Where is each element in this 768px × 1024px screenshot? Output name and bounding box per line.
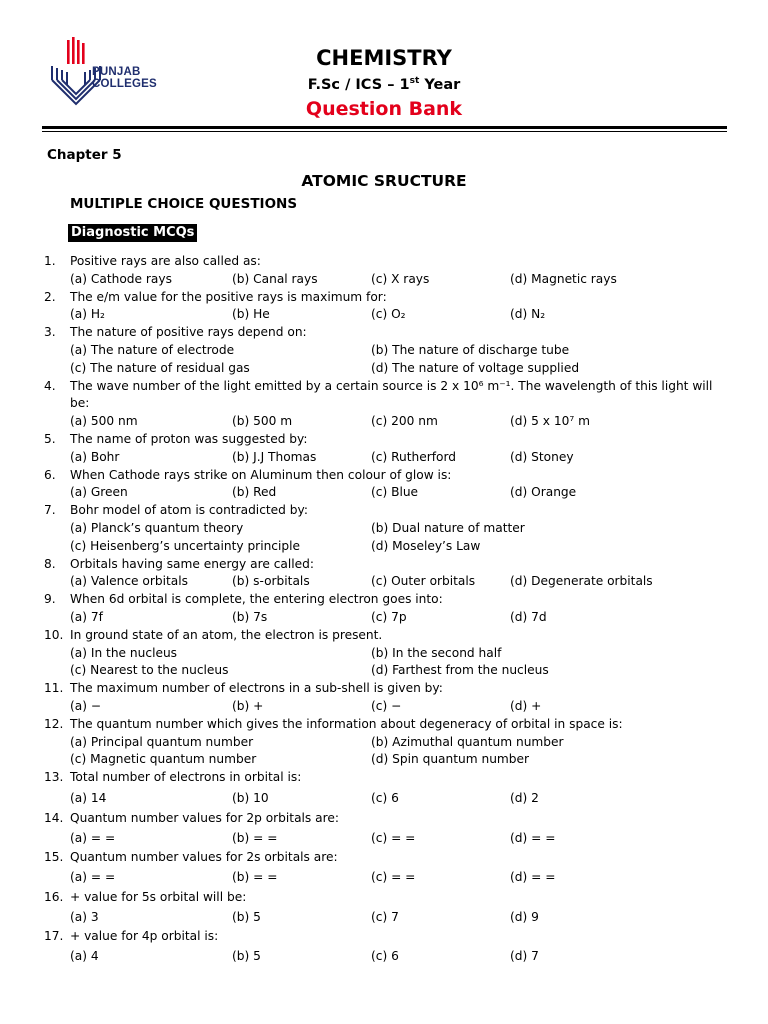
option-a: (a) Bohr bbox=[70, 449, 120, 464]
options-row bbox=[0, 573, 768, 591]
logo-line-2: COLLEGES bbox=[92, 78, 157, 90]
question-text: Orbitals having same energy are called: bbox=[70, 556, 314, 571]
options-row bbox=[0, 830, 768, 848]
question-14 bbox=[0, 810, 768, 828]
question-10 bbox=[0, 627, 768, 645]
question-3 bbox=[0, 324, 768, 342]
option-b: (b) 5 bbox=[232, 909, 261, 924]
options-row bbox=[0, 360, 768, 378]
question-bank-heading: Question Bank bbox=[305, 98, 463, 120]
question-7 bbox=[0, 502, 768, 520]
class-subtitle bbox=[0, 76, 768, 93]
question-text: The name of proton was suggested by: bbox=[70, 431, 308, 446]
question-text: The e/m value for the positive rays is maximum for: bbox=[70, 289, 387, 304]
option-d: (d) 9 bbox=[510, 909, 539, 924]
question-text: + value for 4p orbital is: bbox=[70, 929, 219, 944]
section-heading: MULTIPLE CHOICE QUESTIONS bbox=[70, 196, 298, 212]
option-c: (c) X rays bbox=[371, 271, 430, 286]
question-number: 5. bbox=[44, 431, 56, 446]
option-c: (c) The nature of residual gas bbox=[70, 360, 250, 375]
option-a: (a) Green bbox=[70, 485, 128, 500]
option-a: (a) Valence orbitals bbox=[70, 574, 188, 589]
options-row bbox=[0, 342, 768, 360]
option-a: (a) 14 bbox=[70, 790, 107, 805]
option-c: (c) − bbox=[371, 698, 402, 713]
question-number: 8. bbox=[44, 556, 56, 571]
option-d: (d) Orange bbox=[510, 485, 577, 500]
option-a: (a) 500 nm bbox=[70, 414, 138, 429]
question-number: 3. bbox=[44, 325, 56, 340]
option-d: (d) N₂ bbox=[510, 307, 546, 322]
option-c: (c) 6 bbox=[371, 790, 399, 805]
option-c: (c) = = bbox=[371, 870, 416, 885]
subsection-heading: Diagnostic MCQs bbox=[68, 224, 197, 242]
question-text: Total number of electrons in orbital is: bbox=[70, 770, 302, 785]
question-text: Positive rays are also called as: bbox=[70, 254, 261, 268]
option-a: (a) 7f bbox=[70, 609, 103, 624]
question-4 bbox=[0, 378, 768, 414]
subtitle-prefix: F.Sc / ICS – 1 bbox=[307, 76, 410, 93]
question-2 bbox=[0, 289, 768, 307]
option-c: (c) = = bbox=[371, 830, 416, 845]
question-number: 7. bbox=[44, 503, 56, 518]
question-text: + value for 5s orbital will be: bbox=[70, 889, 247, 904]
option-a: (a) Planck’s quantum theory bbox=[70, 520, 244, 535]
option-a: (a) − bbox=[70, 698, 102, 713]
subtitle-suffix: Year bbox=[419, 76, 461, 93]
question-9 bbox=[0, 591, 768, 609]
option-a: (a) 3 bbox=[70, 909, 99, 924]
option-c: (c) O₂ bbox=[371, 307, 406, 322]
logo-line-1: PUNJAB bbox=[92, 66, 141, 78]
option-b: (b) J.J Thomas bbox=[232, 449, 317, 464]
question-1 bbox=[0, 253, 768, 271]
question-text: The nature of positive rays depend on: bbox=[70, 325, 307, 340]
options-row bbox=[0, 484, 768, 502]
option-c: (c) Nearest to the nucleus bbox=[70, 663, 229, 678]
options-row bbox=[0, 413, 768, 431]
option-c: (c) 7 bbox=[371, 909, 399, 924]
option-a: (a) H₂ bbox=[70, 307, 105, 322]
question-text: The maximum number of electrons in a sub-shell is given by: bbox=[70, 681, 443, 696]
question-list bbox=[0, 253, 768, 966]
question-17 bbox=[0, 928, 768, 946]
question-16 bbox=[0, 889, 768, 907]
question-number: 9. bbox=[44, 592, 56, 607]
option-c: (c) Heisenberg’s uncertainty principle bbox=[70, 538, 301, 553]
question-5 bbox=[0, 431, 768, 449]
option-b: (b) The nature of discharge tube bbox=[371, 342, 570, 357]
question-text: In ground state of an atom, the electron is present. bbox=[70, 627, 383, 642]
option-b: (b) Red bbox=[232, 485, 277, 500]
question-text: Bohr model of atom is contradicted by: bbox=[70, 503, 308, 518]
option-a: (a) In the nucleus bbox=[70, 645, 178, 660]
question-6 bbox=[0, 467, 768, 485]
option-b: (b) 10 bbox=[232, 790, 269, 805]
question-number: 17. bbox=[44, 929, 64, 944]
option-d: (d) Moseley’s Law bbox=[371, 538, 481, 553]
option-b: (b) = = bbox=[232, 830, 278, 845]
question-12 bbox=[0, 716, 768, 734]
question-text: The quantum number which gives the information about degeneracy of orbital in space is: bbox=[70, 716, 623, 731]
option-a: (a) = = bbox=[70, 870, 116, 885]
options-row bbox=[0, 909, 768, 927]
option-a: (a) 4 bbox=[70, 949, 99, 964]
question-8 bbox=[0, 556, 768, 574]
option-b: (b) Dual nature of matter bbox=[371, 520, 525, 535]
option-c: (c) 7p bbox=[371, 609, 407, 624]
options-row bbox=[0, 662, 768, 680]
option-d: (d) = = bbox=[510, 870, 556, 885]
options-row bbox=[0, 698, 768, 716]
option-a: (a) = = bbox=[70, 830, 116, 845]
options-row bbox=[0, 751, 768, 769]
option-c: (c) Blue bbox=[371, 485, 419, 500]
subject-title: CHEMISTRY bbox=[316, 46, 452, 70]
options-row bbox=[0, 734, 768, 752]
option-a: (a) Principal quantum number bbox=[70, 734, 254, 749]
option-a: (a) The nature of electrode bbox=[70, 342, 235, 357]
option-b: (b) Azimuthal quantum number bbox=[371, 734, 564, 749]
question-text: When Cathode rays strike on Aluminum then colour of glow is: bbox=[70, 467, 452, 482]
option-b: (b) 500 m bbox=[232, 414, 293, 429]
option-c: (c) 200 nm bbox=[371, 414, 438, 429]
question-number: 6. bbox=[44, 467, 56, 482]
question-text: Quantum number values for 2s orbitals are: bbox=[70, 850, 338, 865]
option-d: (d) Degenerate orbitals bbox=[510, 574, 653, 589]
option-b: (b) 7s bbox=[232, 609, 268, 624]
options-row bbox=[0, 790, 768, 808]
option-b: (b) s-orbitals bbox=[232, 574, 310, 589]
question-15 bbox=[0, 849, 768, 867]
options-row bbox=[0, 449, 768, 467]
question-text: When 6d orbital is complete, the entering electron goes into: bbox=[70, 592, 443, 607]
question-number: 2. bbox=[44, 289, 56, 304]
option-d: (d) The nature of voltage supplied bbox=[371, 360, 580, 375]
option-b: (b) In the second half bbox=[371, 645, 502, 660]
question-number: 13. bbox=[44, 770, 64, 785]
option-d: (d) 7 bbox=[510, 949, 539, 964]
option-d: (d) 5 x 10⁷ m bbox=[510, 414, 590, 429]
option-d: (d) = = bbox=[510, 830, 556, 845]
options-row bbox=[0, 520, 768, 538]
option-c: (c) Outer orbitals bbox=[371, 574, 476, 589]
topic-title: ATOMIC SRUCTURE bbox=[301, 172, 467, 190]
options-row bbox=[0, 306, 768, 324]
question-number: 4. bbox=[44, 378, 56, 393]
question-number: 14. bbox=[44, 810, 64, 825]
option-c: (c) Magnetic quantum number bbox=[70, 752, 257, 767]
options-row bbox=[0, 948, 768, 966]
option-d: (d) + bbox=[510, 698, 542, 713]
option-a: (a) Cathode rays bbox=[70, 271, 172, 286]
options-row bbox=[0, 538, 768, 556]
options-row bbox=[0, 645, 768, 663]
question-13 bbox=[0, 769, 768, 787]
chapter-label: Chapter 5 bbox=[47, 147, 122, 163]
question-number: 1. bbox=[44, 254, 56, 268]
question-number: 15. bbox=[44, 850, 64, 865]
option-d: (d) Stoney bbox=[510, 449, 574, 464]
options-row bbox=[0, 609, 768, 627]
subtitle-sup: st bbox=[409, 76, 420, 86]
question-number: 10. bbox=[44, 627, 64, 642]
option-c: (c) Rutherford bbox=[371, 449, 457, 464]
option-b: (b) He bbox=[232, 307, 270, 322]
option-d: (d) Magnetic rays bbox=[510, 271, 617, 286]
option-d: (d) Spin quantum number bbox=[371, 752, 530, 767]
option-d: (d) 2 bbox=[510, 790, 539, 805]
question-number: 12. bbox=[44, 716, 64, 731]
header-divider-thick bbox=[42, 126, 727, 129]
option-d: (d) 7d bbox=[510, 609, 547, 624]
options-row bbox=[0, 869, 768, 887]
option-d: (d) Farthest from the nucleus bbox=[371, 663, 549, 678]
question-number: 16. bbox=[44, 889, 64, 904]
question-text: The wave number of the light emitted by a certain source is 2 x 10⁶ m⁻¹. The wavelength of this light will be: bbox=[70, 378, 713, 411]
option-b: (b) + bbox=[232, 698, 264, 713]
option-b: (b) = = bbox=[232, 870, 278, 885]
question-text: Quantum number values for 2p orbitals are: bbox=[70, 810, 339, 825]
option-b: (b) Canal rays bbox=[232, 271, 318, 286]
question-number: 11. bbox=[44, 681, 64, 696]
options-row bbox=[0, 271, 768, 289]
option-b: (b) 5 bbox=[232, 949, 261, 964]
header-divider-thin bbox=[42, 131, 727, 132]
question-11 bbox=[0, 680, 768, 698]
option-c: (c) 6 bbox=[371, 949, 399, 964]
